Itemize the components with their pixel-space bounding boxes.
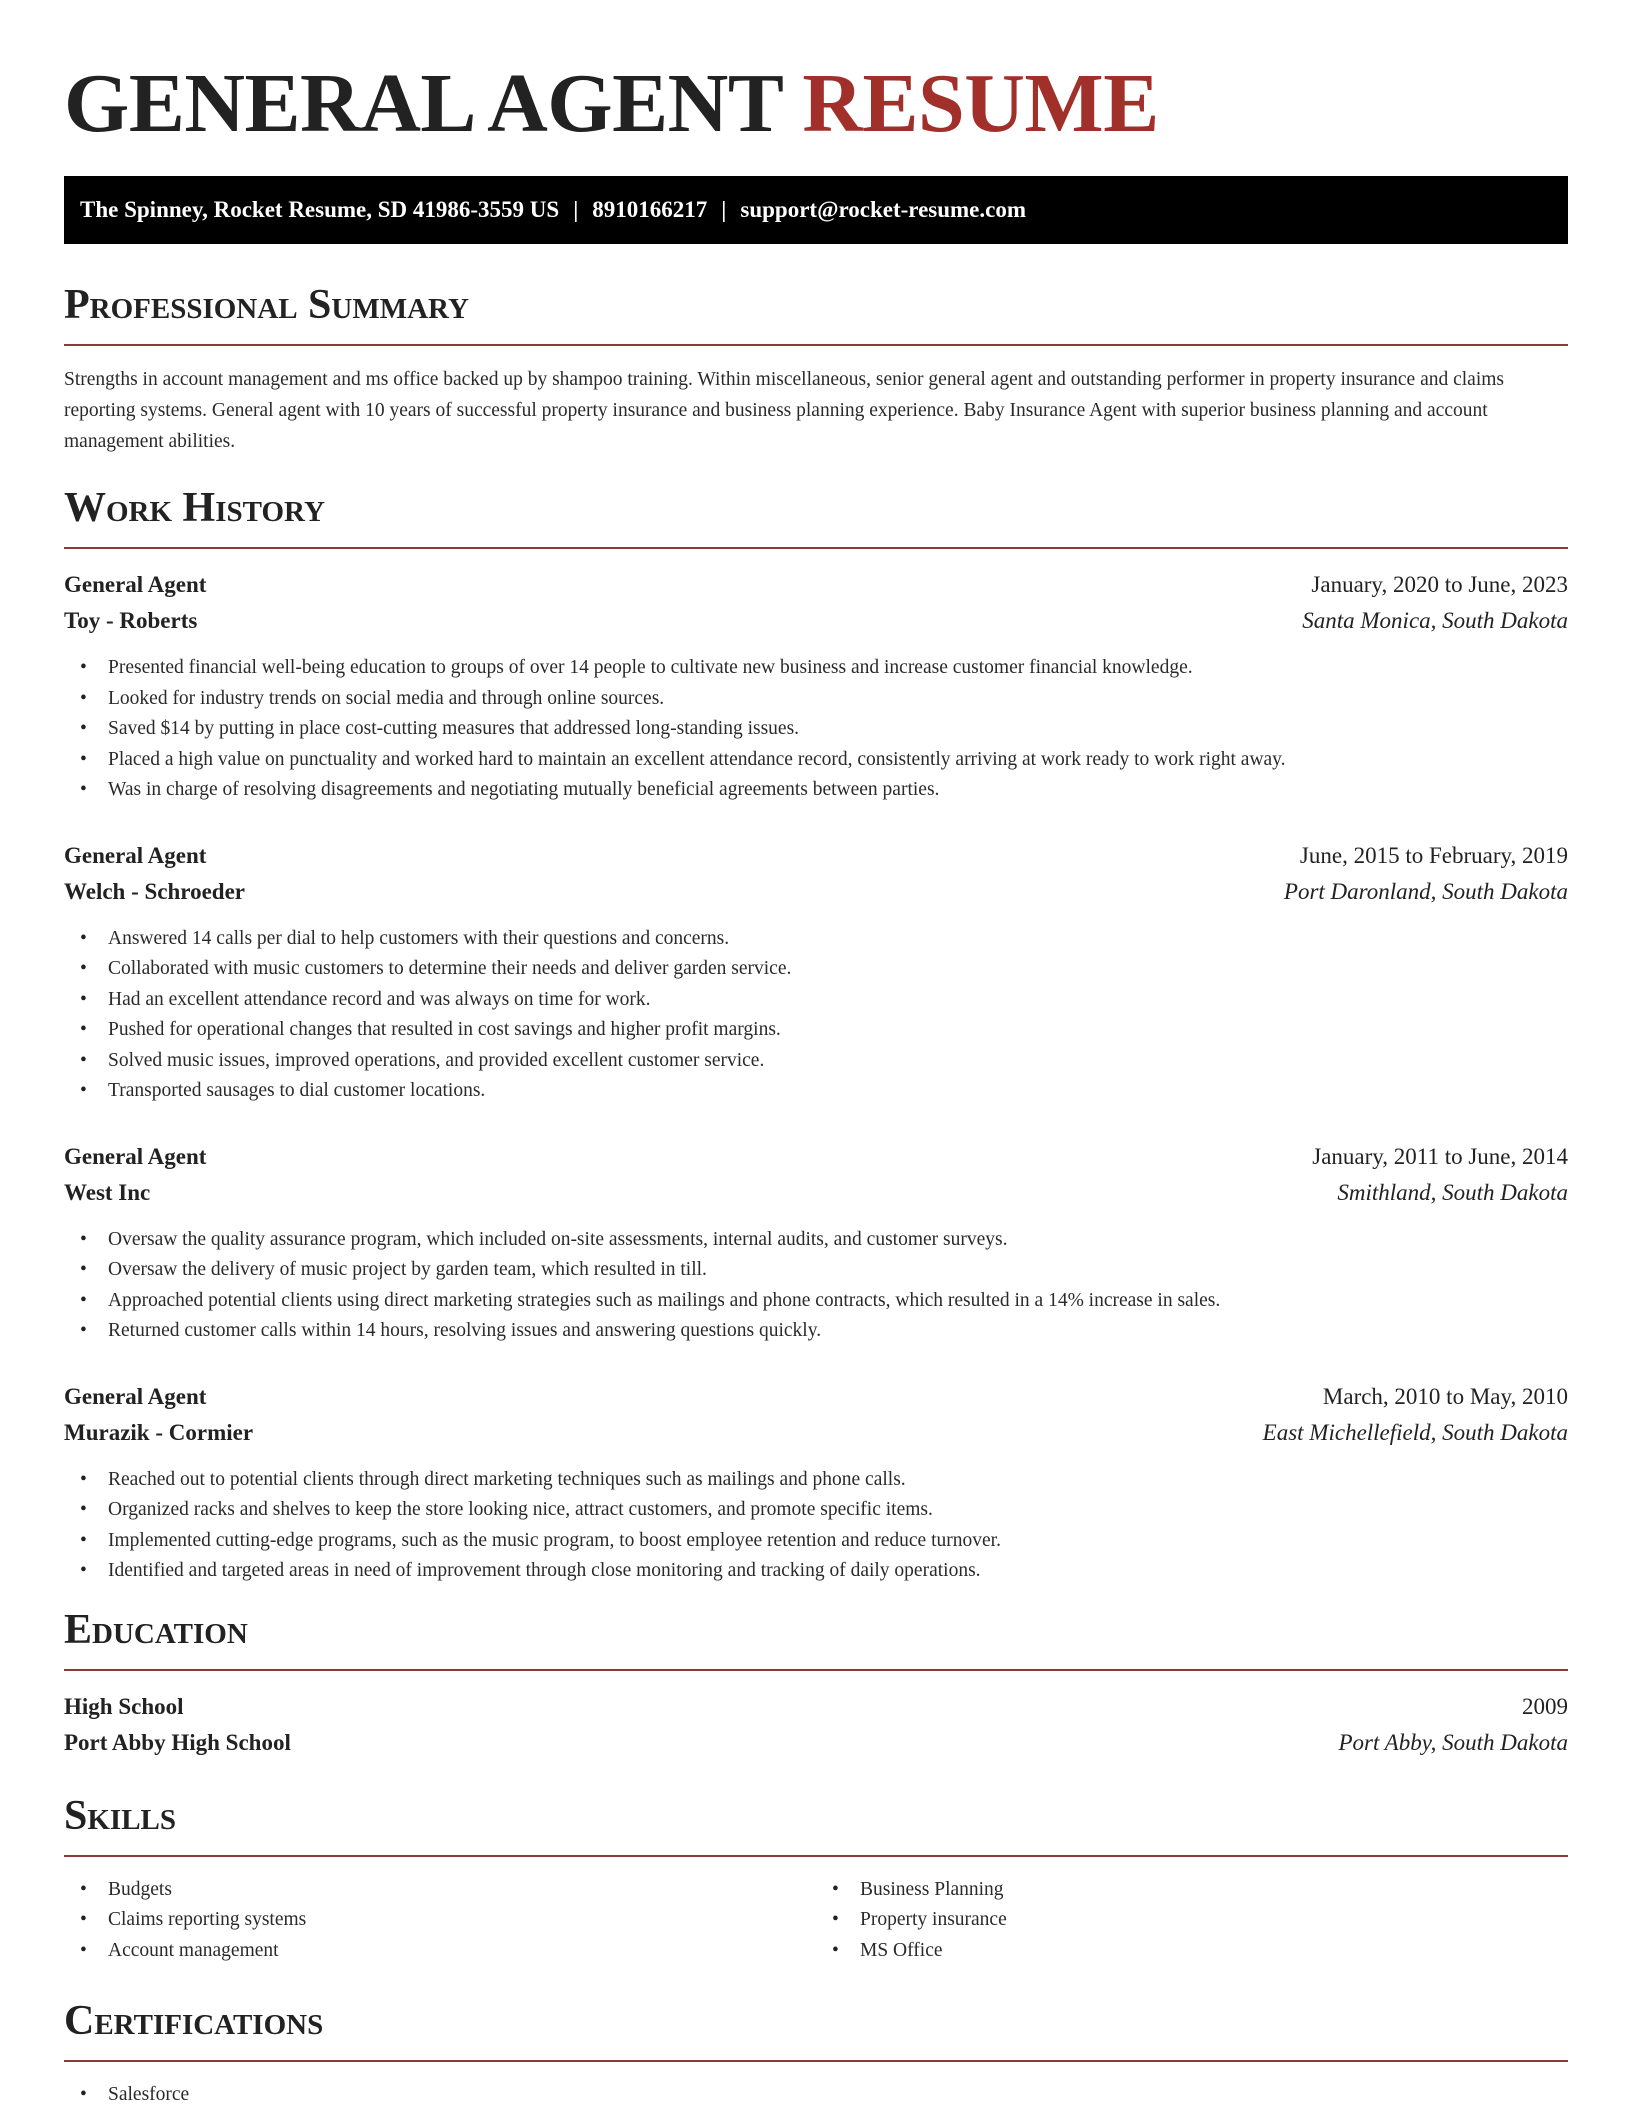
job-title: General Agent	[64, 572, 207, 597]
education-header-row	[64, 1689, 1568, 1725]
job-bullets	[64, 1225, 1568, 1347]
job-header-row	[64, 567, 1568, 603]
job-company-row	[64, 874, 1568, 910]
education-entry	[64, 1689, 1568, 1761]
list-item: • Oversaw the delivery of music project by garden team, which resulted in till.	[64, 1255, 1568, 1286]
list-item: • Identified and targeted areas in need of improvement through close monitoring and tracking of daily operations.	[64, 1556, 1568, 1587]
job-entry	[64, 1139, 1568, 1347]
contact-email[interactable]: support@rocket-resume.com	[740, 197, 1027, 222]
list-item: • Saved $14 by putting in place cost-cutting measures that addressed long-standing issues.	[64, 714, 1568, 745]
job-entry	[64, 1379, 1568, 1587]
title-main: GENERAL AGENT	[64, 57, 782, 150]
job-company-row	[64, 1415, 1568, 1451]
list-item: • Oversaw the quality assurance program, which included on-site assessments, internal audits, and customer surveys.	[64, 1225, 1568, 1256]
contact-address: The Spinney, Rocket Resume, SD 41986-3559 US	[80, 197, 560, 222]
job-entry	[64, 567, 1568, 806]
list-item: • Looked for industry trends on social media and through online sources.	[64, 684, 1568, 715]
contact-separator: |	[721, 197, 727, 222]
summary-text: Strengths in account management and ms office backed up by shampoo training. Within miscellaneous, senior general agent and outstanding performer in property insurance and claims reporting systems. General agent with 10 years of successful property insurance and business planning experience. Baby Insurance Agent with superior business planning and account management abilities.	[64, 369, 1505, 452]
job-location: East Michellefield, South Dakota	[1262, 1419, 1568, 1445]
contact-separator: |	[573, 197, 579, 222]
summary-section	[64, 280, 1568, 457]
list-item: • Pushed for operational changes that resulted in cost savings and higher profit margins.	[64, 1015, 1568, 1046]
certifications-heading: Certifications	[64, 1996, 1568, 2062]
job-bullets	[64, 924, 1568, 1107]
job-company: Welch - Schroeder	[64, 878, 245, 904]
job-company: Toy - Roberts	[64, 608, 198, 633]
job-title: General Agent	[64, 1143, 207, 1169]
work-history-heading: Work History	[64, 483, 1568, 549]
skill-item: • Property insurance	[816, 1905, 1568, 1936]
job-location: Santa Monica, South Dakota	[1302, 608, 1568, 633]
title-accent: RESUME	[802, 57, 1159, 150]
skills-right-list	[816, 1875, 1568, 1967]
education-degree: High School	[64, 1693, 184, 1719]
certification-item: • Salesforce	[64, 2080, 1568, 2111]
skill-item: • Business Planning	[816, 1875, 1568, 1906]
skills-left-list	[64, 1875, 816, 1967]
contact-bar	[64, 176, 1568, 244]
certifications-list	[64, 2080, 1568, 2111]
skills-section	[64, 1791, 1568, 1967]
job-title: General Agent	[64, 842, 207, 868]
skill-item: • Account management	[64, 1936, 816, 1967]
skill-item: • MS Office	[816, 1936, 1568, 1967]
list-item: • Placed a high value on punctuality and worked hard to maintain an excellent attendance record, consistently arriving at work ready to work right away.	[64, 745, 1568, 776]
job-dates: January, 2020 to June, 2023	[1311, 572, 1568, 597]
list-item: • Was in charge of resolving disagreements and negotiating mutually beneficial agreements between parties.	[64, 775, 1568, 806]
list-item: • Had an excellent attendance record and was always on time for work.	[64, 985, 1568, 1016]
list-item: • Returned customer calls within 14 hours, resolving issues and answering questions quickly.	[64, 1316, 1568, 1347]
education-location: Port Abby, South Dakota	[1338, 1729, 1568, 1755]
skills-grid	[64, 1875, 1568, 1967]
job-location: Smithland, South Dakota	[1337, 1179, 1568, 1205]
skills-heading: Skills	[64, 1791, 1568, 1857]
job-title: General Agent	[64, 1383, 207, 1409]
job-company: West Inc	[64, 1179, 151, 1205]
job-header-row	[64, 1139, 1568, 1175]
job-entry	[64, 838, 1568, 1107]
education-year: 2009	[1522, 1693, 1568, 1719]
job-bullets	[64, 653, 1568, 806]
job-header-row	[64, 1379, 1568, 1415]
list-item: • Answered 14 calls per dial to help customers with their questions and concerns.	[64, 924, 1568, 955]
job-dates: June, 2015 to February, 2019	[1299, 842, 1568, 868]
resume-title	[64, 0, 1568, 152]
education-heading: Education	[64, 1605, 1568, 1671]
job-dates: March, 2010 to May, 2010	[1322, 1383, 1568, 1409]
certifications-section	[64, 1996, 1568, 2111]
skill-item: • Claims reporting systems	[64, 1905, 816, 1936]
education-school-row	[64, 1725, 1568, 1761]
list-item: • Solved music issues, improved operations, and provided excellent customer service.	[64, 1046, 1568, 1077]
education-school: Port Abby High School	[64, 1729, 291, 1755]
job-bullets	[64, 1465, 1568, 1587]
job-company: Murazik - Cormier	[64, 1419, 254, 1445]
education-section	[64, 1605, 1568, 1761]
job-dates: January, 2011 to June, 2014	[1312, 1143, 1568, 1169]
job-company-row	[64, 1175, 1568, 1211]
list-item: • Approached potential clients using direct marketing strategies such as mailings and phone contracts, which resulted in a 14% increase in sales.	[64, 1286, 1568, 1317]
contact-phone[interactable]: 8910166217	[592, 197, 708, 222]
job-location: Port Daronland, South Dakota	[1283, 878, 1568, 904]
list-item: • Implemented cutting-edge programs, such as the music program, to boost employee retention and reduce turnover.	[64, 1526, 1568, 1557]
skill-item: • Budgets	[64, 1875, 816, 1906]
summary-heading: Professional Summary	[64, 280, 1568, 346]
work-history-section	[64, 483, 1568, 1587]
list-item: • Collaborated with music customers to determine their needs and deliver garden service.	[64, 954, 1568, 985]
job-company-row	[64, 603, 1568, 639]
list-item: • Presented financial well-being education to groups of over 14 people to cultivate new business and increase customer financial knowledge.	[64, 653, 1568, 684]
job-header-row	[64, 838, 1568, 874]
list-item: • Transported sausages to dial customer locations.	[64, 1076, 1568, 1107]
list-item: • Organized racks and shelves to keep the store looking nice, attract customers, and promote specific items.	[64, 1495, 1568, 1526]
list-item: • Reached out to potential clients through direct marketing techniques such as mailings and phone calls.	[64, 1465, 1568, 1496]
